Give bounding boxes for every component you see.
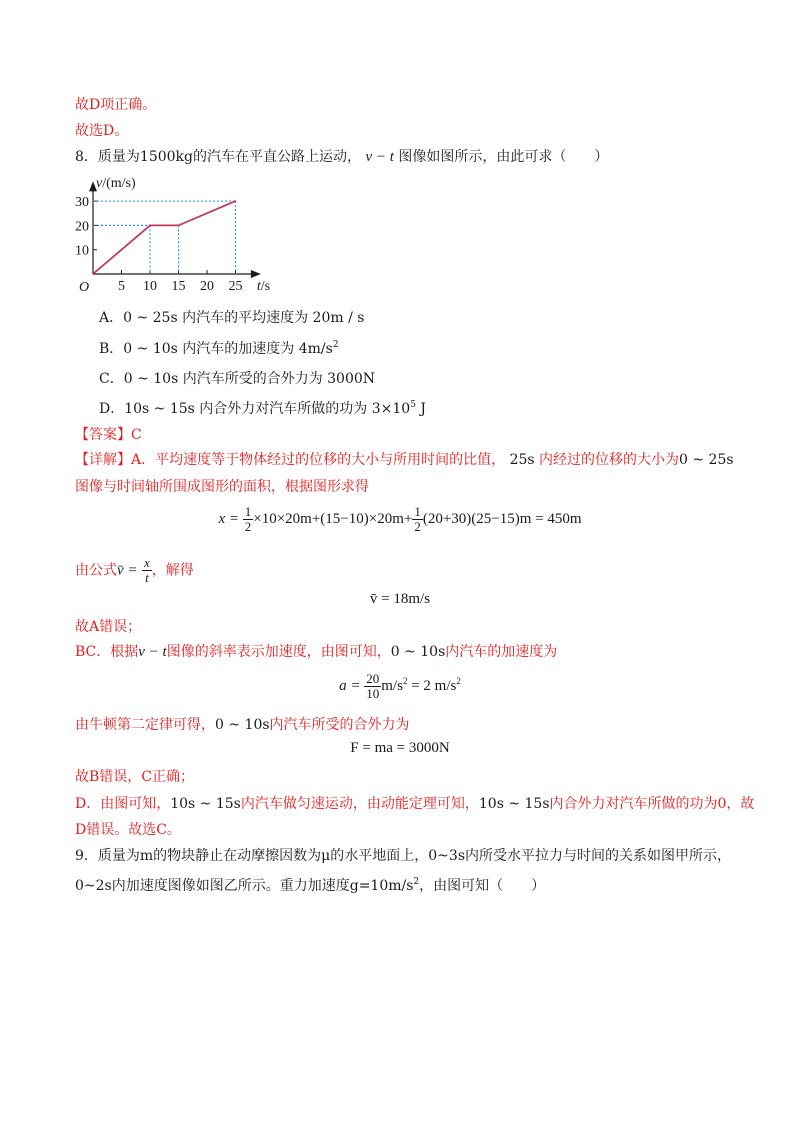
- data-point: [149, 225, 151, 227]
- q8-answer: 【答案】C: [75, 427, 142, 443]
- y-tick-label: 30: [75, 195, 89, 211]
- q8-option-d-text: D．10s ~ 15s 内合外力对汽车所做的功为 3×10: [99, 401, 411, 417]
- eq3-unit: m/s: [381, 677, 403, 694]
- eq3-a: a =: [339, 677, 361, 694]
- eq1-mid: ×10×20m+(15−10)×20m+: [253, 510, 413, 527]
- detail-bc1-c: 内汽车的加速度为: [445, 644, 558, 660]
- detail-a-line2: 图像与时间轴所围成图形的面积，根据图形求得: [75, 479, 369, 495]
- detail-a1-b: 内经过的位移的大小为: [539, 452, 680, 468]
- detail-a3-pre: 由公式: [75, 562, 117, 579]
- detail-d1-range2: 10s ~ 15s: [478, 796, 550, 812]
- q8-stem-text: 8．质量为1500kg的汽车在平直公路上运动，: [75, 149, 361, 165]
- y-tick-label: 10: [75, 243, 89, 259]
- detail-label: 【详解】: [75, 452, 131, 468]
- detail-bc1: BC．根据: [75, 644, 139, 660]
- eq1-frac2: [412, 505, 423, 534]
- x-axis-title: [257, 279, 270, 294]
- detail-a1: A．平均速度等于物体经过的位移的大小与所用时间的比值，: [131, 452, 506, 468]
- detail-d-line2: D错误。故选C。: [75, 822, 181, 838]
- detail-d1-c: 内合外力对汽车所做的功为0，故: [549, 796, 755, 812]
- q9-stem-line1: 9．质量为m的物块静止在动摩擦因数为μ的水平地面上，0~3s内所受水平拉力与时间的关系如图甲所示，: [75, 848, 732, 864]
- detail-a-line1: [75, 451, 734, 469]
- x-axis-arrow: [251, 270, 261, 278]
- eq1-frac2-num: 1: [414, 504, 421, 519]
- prev-answer-line1: 故D项正确。: [75, 97, 157, 113]
- x-tick-label: 25: [228, 279, 243, 294]
- detail-bc2: 由牛顿第二定律可得，: [75, 717, 215, 733]
- x-axis-title-var: t: [256, 279, 261, 294]
- origin-label: O: [78, 280, 90, 295]
- detail-d-line1: [75, 795, 754, 813]
- detail-bc1-b: 图像的斜率表示加速度，由图可知，: [166, 644, 391, 660]
- eq3-frac-den: 10: [366, 686, 380, 701]
- detail-a3-frac-den: t: [145, 570, 149, 585]
- velocity-series-line: [93, 201, 236, 274]
- equation-force: F = ma = 3000N: [350, 740, 450, 756]
- eq3-frac: [364, 672, 381, 701]
- q9-line2-sup: 2: [413, 877, 420, 887]
- q8-stem: [75, 148, 608, 166]
- eq3-sup2: 2: [456, 675, 461, 686]
- detail-a3-frac: [142, 556, 152, 585]
- equation-displacement: [0, 505, 800, 534]
- detail-bc1-range: 0 ~ 10s: [390, 644, 446, 660]
- detail-bc-line1: [75, 643, 557, 661]
- detail-d1-b: 内汽车做匀速运动，由动能定理可知，: [240, 796, 479, 812]
- data-point: [178, 225, 180, 227]
- detail-a1-25s: 25s: [509, 452, 535, 468]
- q9-line2-text: 0~2s内加速度图像如图乙所示。重力加速度g=10m/s: [75, 878, 414, 894]
- detail-formula-line: [75, 556, 194, 585]
- detail-d1: D．由图可知，: [75, 796, 171, 812]
- detail-d1-range: 10s ~ 15s: [170, 796, 241, 812]
- x-tick-label: 15: [171, 279, 186, 294]
- q8-option-b-sup: 2: [332, 340, 339, 350]
- eq1-frac1-num: 1: [244, 504, 252, 519]
- q8-option-a: A．0 ~ 25s 内汽车的平均速度为 20m / s: [99, 310, 365, 326]
- eq1-frac1-den: 2: [244, 519, 252, 534]
- equation-avg-velocity: v̄ = 18m/s: [369, 591, 431, 607]
- eq3-sup1: 2: [402, 675, 408, 686]
- x-tick-label: 10: [143, 279, 157, 294]
- q9-stem-line2: [75, 873, 545, 895]
- y-axis-title-unit: /(m/s): [102, 176, 136, 191]
- detail-bc2-b: 内汽车所受的合外力为: [269, 717, 410, 733]
- detail-a3-frac-num: x: [143, 555, 150, 570]
- eq1-frac1: [243, 505, 254, 534]
- detail-bc-line2: [75, 716, 410, 734]
- data-point: [235, 200, 237, 202]
- q9-line2-end: ，由图可知（ ）: [419, 878, 546, 894]
- q8-option-c: C．0 ~ 10s 内汽车所受的合外力为 3000N: [99, 371, 376, 387]
- q8-option-d: [99, 398, 426, 418]
- detail-bc1-vt: v − t: [138, 644, 167, 660]
- detail-a1-range: 0 ~ 25s: [679, 452, 734, 468]
- prev-answer-line2: 故选D。: [75, 123, 129, 139]
- detail-a-conclusion: 故A错误；: [75, 619, 142, 635]
- vt-graph: [72, 172, 277, 298]
- eq1-end: (20+30)(25−15)m = 450m: [422, 510, 582, 527]
- detail-bc-conclusion: 故B错误，C正确；: [75, 769, 194, 785]
- q8-option-d-sup: 5: [410, 400, 416, 410]
- q8-option-b: [99, 338, 339, 358]
- y-axis-title: [96, 176, 136, 191]
- equation-acceleration: [0, 672, 800, 701]
- detail-a3-post: ，解得: [151, 562, 194, 579]
- eq1-frac2-den: 2: [414, 519, 421, 534]
- eq3-rest: = 2 m/s: [407, 677, 457, 694]
- detail-bc2-range: 0 ~ 10s: [215, 717, 270, 733]
- data-point: [92, 273, 94, 275]
- eq3-frac-num: 20: [366, 671, 380, 686]
- x-tick-label: 5: [118, 279, 125, 294]
- x-tick-label: 20: [200, 279, 214, 294]
- q8-option-b-text: B．0 ~ 10s 内汽车的加速度为 4m/s: [99, 341, 333, 357]
- q8-stem-end: 图像如图所示，由此可求（ ）: [398, 149, 609, 165]
- q8-stem-vt: v − t: [365, 149, 394, 165]
- eq1-x: x =: [218, 510, 239, 527]
- x-axis-title-unit: /s: [260, 279, 271, 294]
- y-axis-title-var: v: [96, 176, 103, 191]
- y-tick-label: 20: [75, 219, 89, 235]
- detail-a3-v: v̄ =: [117, 562, 138, 579]
- q8-option-d-unit: J: [415, 401, 427, 417]
